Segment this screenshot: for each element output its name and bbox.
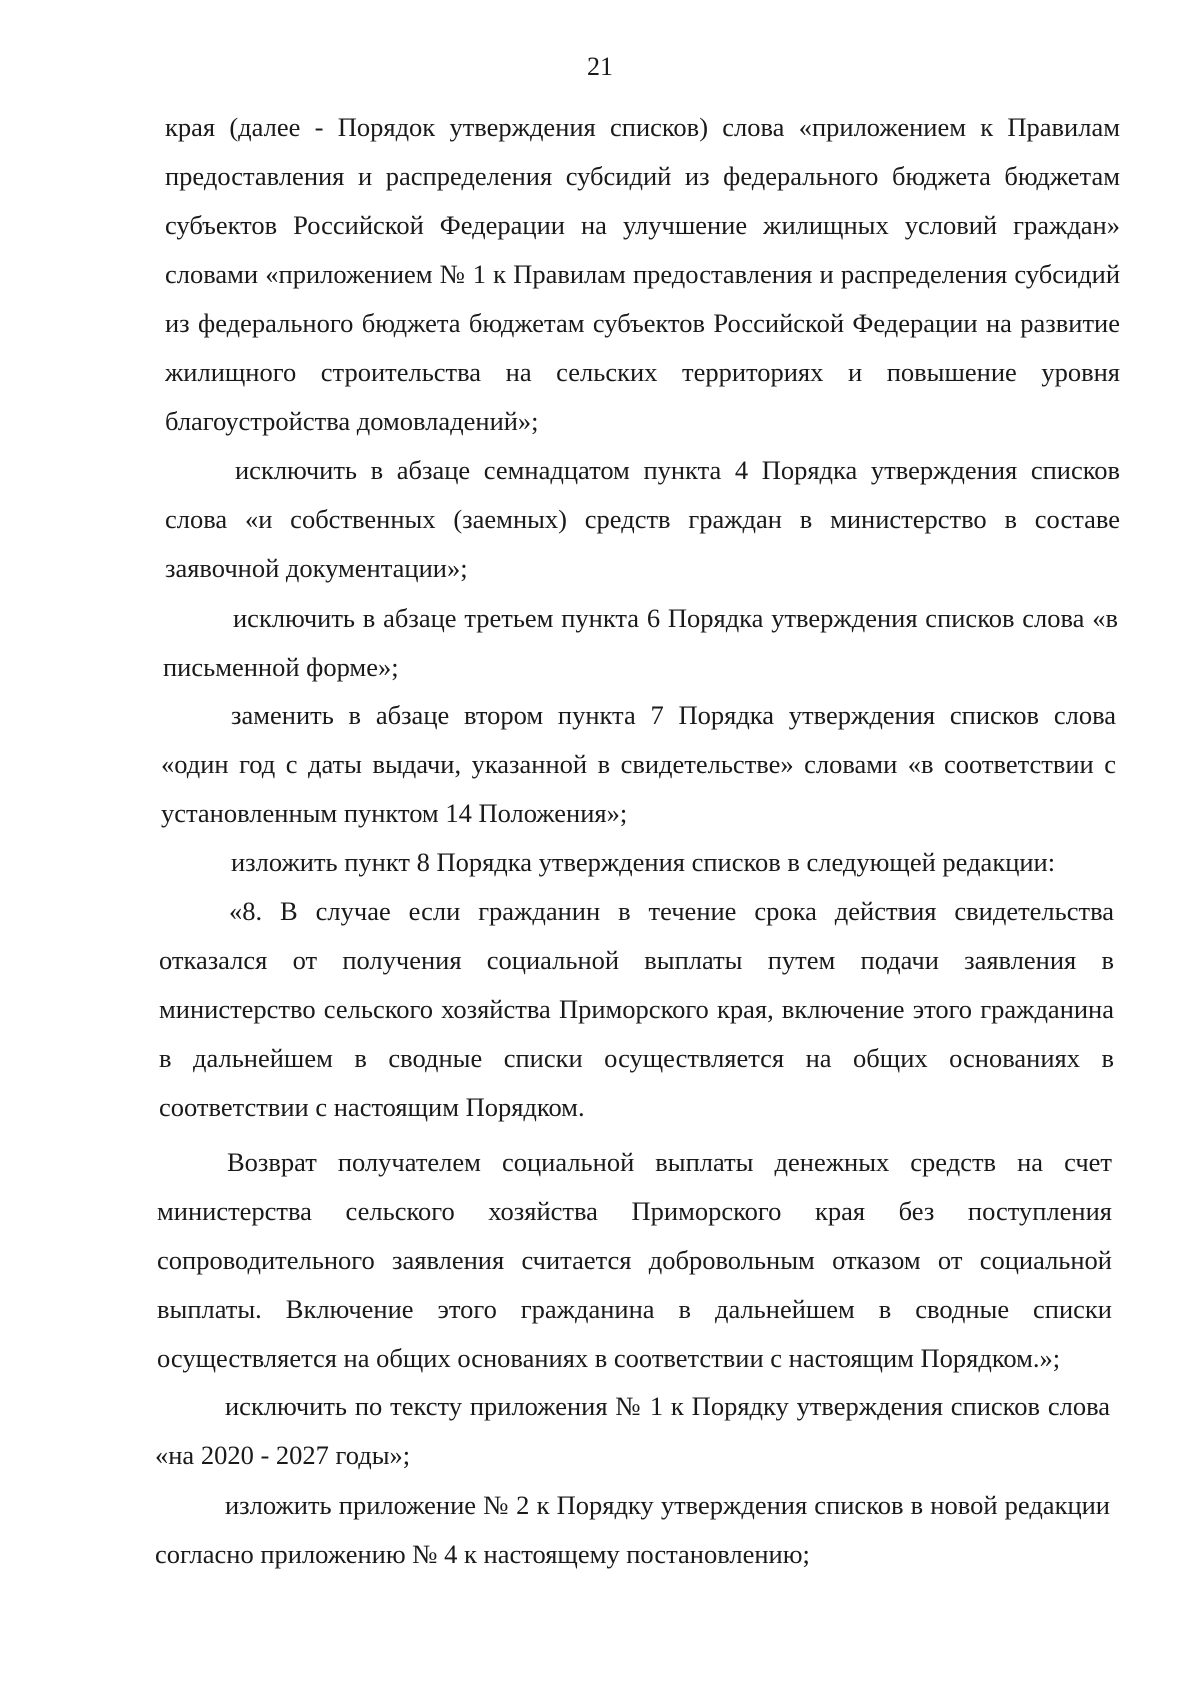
paragraph-refund-text: Возврат получателем социальной выплаты денежных средств на счет министерства сельского хозяйства Приморского края без поступления сопроводительного заявления считается добровольным отказом от социальной выплаты. Включение этого гражданина в дальнейшем в сводные списки осуществляется на общих основаниях в соответствии с настоящим Порядком.»; [157, 1147, 1112, 1373]
paragraph-exclude-clause-6: исключить в абзаце третьем пункта 6 Порядка утверждения списков слова «в письменной форме»; [163, 603, 1118, 682]
paragraph-continuation: края (далее - Порядок утверждения списков) слова «приложением к Правилам предоставления и распределения субсидий из федерального бюджета бюджетам субъектов Российской Федерации на улучшение жилищных условий граждан» словами «приложением № 1 к Правилам предоставления и распределения субсидий из федерального бюджета бюджетам субъектов Российской Федерации на развитие жилищного строительства на сельских территориях и повышение уровня благоустройства домовладений»; [165, 112, 1120, 436]
page-number: 21 [587, 52, 613, 81]
paragraph-restate-clause-8: изложить пункт 8 Порядка утверждения списков в следующей редакции: [231, 847, 1056, 877]
paragraph-clause-8-text: «8. В случае если гражданин в течение срока действия свидетельства отказался от получения социальной выплаты путем подачи заявления в министерство сельского хозяйства Приморского края, включение этого гражданина в дальнейшем в сводные списки осуществляется на общих основаниях в соответствии с настоящим Порядком. [159, 896, 1114, 1122]
paragraph-exclude-clause-4: исключить в абзаце семнадцатом пункта 4 Порядка утверждения списков слова «и собственных (заемных) средств граждан в министерство в составе заявочной документации»; [165, 455, 1120, 583]
paragraph-exclude-appendix-1: исключить по тексту приложения № 1 к Порядку утверждения списков слова «на 2020 - 2027 годы»; [155, 1391, 1110, 1470]
paragraph-restate-appendix-2: изложить приложение № 2 к Порядку утверждения списков в новой редакции согласно приложению № 4 к настоящему постановлению; [155, 1490, 1110, 1569]
paragraph-replace-clause-7: заменить в абзаце втором пункта 7 Порядка утверждения списков слова «один год с даты выдачи, указанной в свидетельстве» словами «в соответствии с установленным пунктом 14 Положения»; [161, 700, 1116, 828]
